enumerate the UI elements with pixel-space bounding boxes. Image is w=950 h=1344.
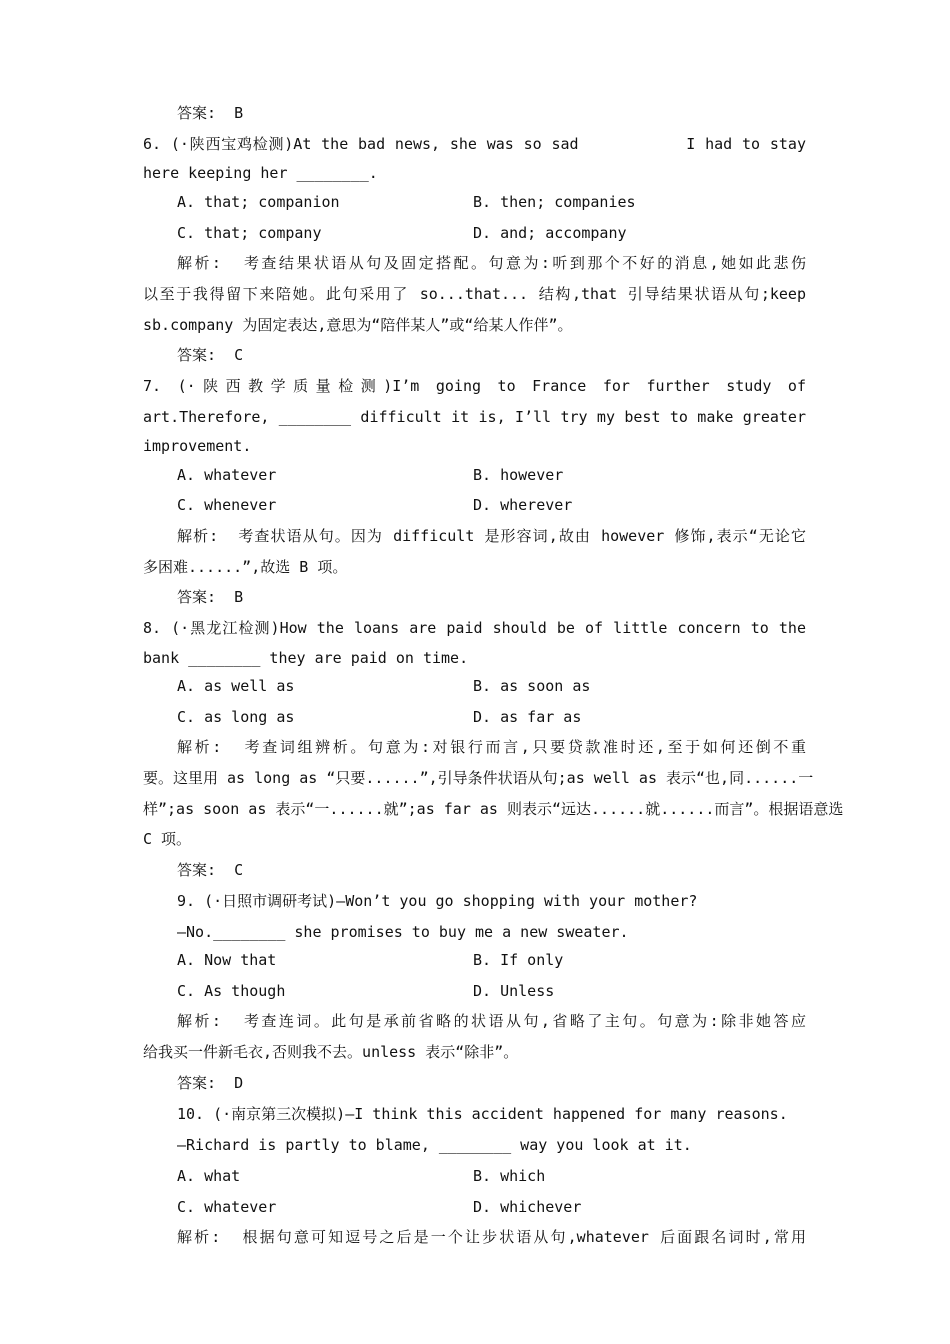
question-6-stem-cont: here keeping her ________. [143,164,378,182]
answer-line: 答案: C [177,346,244,364]
option-b: B. however [473,466,564,484]
explanation-line: C 项。 [143,830,192,848]
option-d: D. whichever [473,1198,582,1216]
explanation-line: 要。这里用 as long as “只要......”,引导条件状语从句;as well as 表示“也,同......一 [143,769,814,787]
explanation-line: 解析: 根据句意可知逗号之后是一个让步状语从句,whatever 后面跟名词时,常用 [177,1228,806,1246]
option-c: C. As though [177,982,286,1000]
question-8-stem: 8. (·黑龙江检测)How the loans are paid should be of little concern to the [143,619,806,637]
option-d: D. as far as [473,708,582,726]
option-c: C. whatever [177,1198,277,1216]
answer-line: 答案: B [177,588,244,606]
question-10-stem-cont: —Richard is partly to blame, ________ way you look at it. [177,1136,692,1154]
explanation-line: 解析: 考查结果状语从句及固定搭配。句意为:听到那个不好的消息,她如此悲伤 [177,254,806,272]
option-a: A. as well as [177,677,295,695]
option-a: A. Now that [177,951,277,969]
option-b: B. which [473,1167,546,1185]
option-b: B. as soon as [473,677,591,695]
question-8-stem-cont: bank ________ they are paid on time. [143,649,469,667]
option-d: D. wherever [473,496,573,514]
option-b: B. If only [473,951,564,969]
question-7-stem-cont: art.Therefore, ________ difficult it is, I’ll try my best to make greater [143,408,806,426]
explanation-line: 解析: 考查连词。此句是承前省略的状语从句,省略了主句。句意为:除非她答应 [177,1012,806,1030]
answer-line: 答案: C [177,861,244,879]
explanation-line: 解析: 考查状语从句。因为 difficult 是形容词,故由 however 修饰,表示“无论它 [177,527,806,545]
option-a: A. what [177,1167,241,1185]
option-a: A. that; companion [177,193,340,211]
explanation-line: 以至于我得留下来陪她。此句采用了 so...that... 结构,that 引导结果状语从句;keep [143,285,806,303]
explanation-line: 样”;as soon as 表示“一......就”;as far as 则表示“远达......就......而言”。根据语意选 [143,800,844,818]
option-a: A. whatever [177,466,277,484]
option-d: D. Unless [473,982,555,1000]
option-d: D. and; accompany [473,224,627,242]
option-c: C. as long as [177,708,295,726]
answer-line: 答案: D [177,1074,244,1092]
explanation-line: 给我买一件新毛衣,否则我不去。unless 表示“除非”。 [143,1043,519,1061]
answer-line: 答案: B [177,104,244,122]
option-c: C. that; company [177,224,322,242]
explanation-line: sb.company 为固定表达,意思为“陪伴某人”或“给某人作伴”。 [143,316,573,334]
question-9-stem-cont: —No.________ she promises to buy me a new sweater. [177,923,629,941]
option-b: B. then; companies [473,193,636,211]
question-9-stem: 9. (·日照市调研考试)—Won’t you go shopping with your mother? [177,892,698,910]
question-7-stem-cont: improvement. [143,437,252,455]
explanation-line: 多困难......”,故选 B 项。 [143,558,348,576]
question-7-stem: 7. (·陕西教学质量检测)I’m going to France for further study of [143,377,806,395]
question-6-stem: 6. (·陕西宝鸡检测)At the bad news, she was so sad I had to stay [143,135,806,153]
explanation-line: 解析: 考查词组辨析。句意为:对银行而言,只要贷款准时还,至于如何还倒不重 [177,738,806,756]
option-c: C. whenever [177,496,277,514]
question-10-stem: 10. (·南京第三次模拟)—I think this accident happened for many reasons. [177,1105,788,1123]
